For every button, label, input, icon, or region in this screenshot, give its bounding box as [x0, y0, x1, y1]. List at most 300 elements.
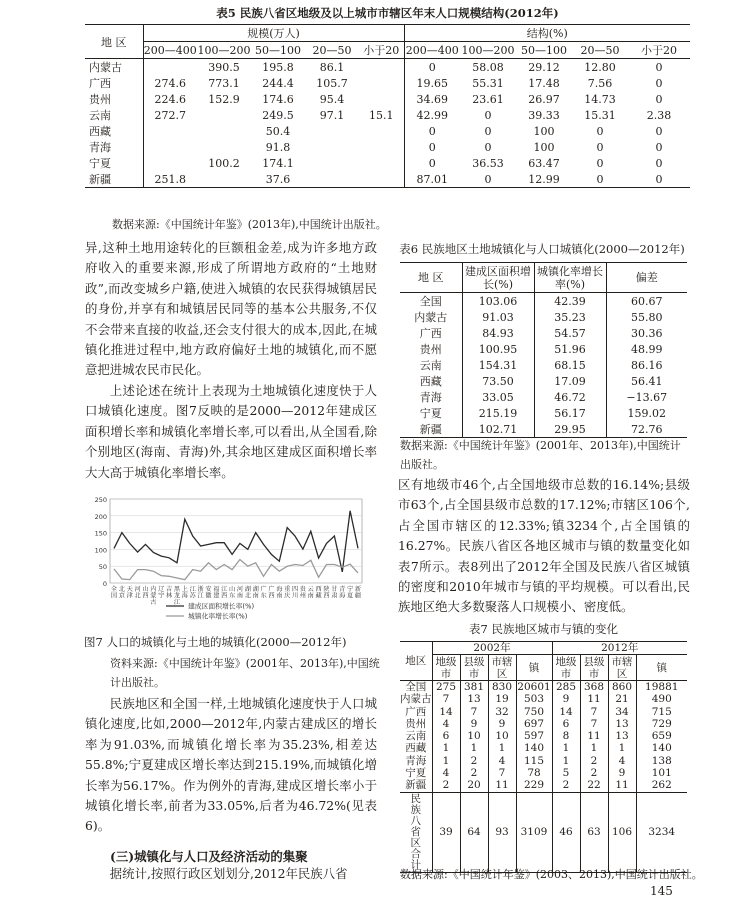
table-cell: 内蒙古	[400, 309, 462, 325]
table-cell: 0	[484, 172, 492, 186]
table-cell: 1	[552, 743, 580, 755]
table7-subheader: 县级市	[580, 655, 608, 681]
table5-subheader-scale: 200—400	[143, 43, 197, 57]
table-cell: 78	[516, 767, 552, 779]
body-paragraph-1: 异,这种土地用途转化的巨额租金差,成为许多地方政府收入的重要来源,形成了所谓地方政府的“土地财政”,而改变城乡户籍,使进入城镇的农民获得城镇居民的身份,并享有和城镇居民同等的基本公共服务,不仅不会带来直接的收益,还会支付很大的成本,因此,在城镇化推进过程中,地方政府偏好土地的城镇化,而不愿意把进城农民市民化。	[85, 240, 377, 378]
x-tick-label: 河南	[236, 586, 244, 600]
table-cell: 13	[460, 694, 488, 706]
table-cell	[305, 171, 359, 188]
table5-corner: 地 区	[85, 25, 143, 59]
table-cell: 19.65	[416, 76, 448, 90]
table-cell: 102.71	[462, 421, 534, 438]
table-cell: 12.99	[528, 172, 560, 186]
table-cell	[197, 139, 251, 155]
x-tick-label: 山西	[142, 586, 149, 600]
table-cell	[359, 59, 404, 76]
table5-subheader-structure: 20—50	[572, 42, 628, 59]
table-row-total	[400, 792, 687, 872]
table-cell: 12.80	[584, 60, 616, 74]
table-row	[400, 357, 687, 373]
table-cell: 青海	[400, 755, 432, 767]
table-cell: 56.41	[631, 374, 663, 388]
table5-group-scale: 规模(万人)	[143, 25, 404, 42]
body-paragraph-4: 据统计,按照行政区划划分,2012年民族八省	[109, 866, 348, 881]
table-row	[85, 75, 690, 91]
table-row	[400, 767, 687, 779]
table-cell: 729	[651, 717, 672, 730]
table-cell: 新疆	[400, 421, 462, 438]
table-cell: 新疆	[400, 780, 432, 793]
row-label: 云南	[85, 107, 143, 123]
table-cell: 9	[608, 767, 636, 779]
table-cell: 84.93	[462, 325, 534, 341]
table-cell: 2	[580, 767, 608, 779]
table-cell	[143, 123, 197, 139]
table-cell: 9	[552, 694, 580, 706]
table-row	[85, 155, 690, 171]
table-cell: 140	[651, 742, 672, 755]
table-cell: 4	[432, 767, 460, 779]
table7-subheader: 地级市	[552, 655, 580, 681]
section-heading: (三)城镇化与人口及经济活动的集聚	[110, 849, 308, 864]
table-cell: 63	[580, 792, 608, 872]
x-tick-label: 海南	[276, 586, 283, 600]
table-row	[400, 743, 687, 755]
table-cell: 97.1	[319, 108, 345, 122]
table-cell: 4	[608, 755, 636, 767]
table-cell: 60.67	[631, 294, 663, 308]
table-cell: 36.53	[472, 156, 504, 170]
table-cell: 35.23	[534, 309, 606, 325]
table-cell: 224.6	[154, 92, 186, 106]
table-cell: 95.4	[319, 92, 345, 106]
table-cell: 20	[460, 780, 488, 793]
table7-source: 数据来源:《中国统计年鉴》(2003、2013),中国统计出版社。	[400, 868, 703, 881]
table-cell: 368	[580, 681, 608, 694]
table-row	[400, 373, 687, 389]
row-label: 青海	[85, 139, 143, 155]
figure7-caption: 图7 人口的城镇化与土地的城镇化(2000—2012年)	[84, 635, 347, 649]
table-cell: 100	[533, 140, 555, 154]
table-cell: 2	[460, 755, 488, 767]
x-tick-label: 江苏	[189, 586, 196, 600]
table-cell: 17.48	[528, 76, 560, 90]
table-cell: 229	[516, 780, 552, 793]
table-cell: 106	[608, 792, 636, 872]
table-cell: 19881	[645, 680, 679, 693]
table-cell: 63.47	[528, 156, 560, 170]
table-cell: 64	[460, 792, 488, 872]
table-cell: 2	[460, 767, 488, 779]
row-label: 广西	[85, 75, 143, 91]
table-cell: 42.99	[416, 108, 448, 122]
table-cell: 0	[484, 108, 492, 122]
body-paragraph-3: 民族地区和全国一样,土地城镇化速度快于人口城镇化速度,比如,2000—2012年,内蒙古建成区的增长率为91.03%,而城镇化增长率为35.23%,相差达55.8%;宁夏建成区增长率达到215.19%,而城镇化增长率为56.17%。作为例外的青海,建成区增长率小于城镇化增长率,前者为33.05%,后者为46.72%(见表6)。	[85, 696, 377, 834]
body-paragraph-right: 区有地级市46个,占全国地级市总数的16.14%;县级市63个,占全国县级市总数的17.12%;市辖区106个,占全国市辖区的12.33%;镇3234个,占全国镇的16.27%。民族八省区各地区城市与镇的数量变化如表7所示。表8列出了2012年全国及民族八省区城镇的密度和2010年城市与镇的平均规模。可以看出,民族地区绝大多数聚落人口规模小、密度低。	[398, 477, 690, 615]
table-cell: 广西	[400, 706, 432, 718]
table-cell: 159.02	[627, 406, 666, 420]
body-paragraph-2: 上述论述在统计上表现为土地城镇化速度快于人口城镇化速度。图7反映的是2000—2012年建成区面积增长率和城镇化率增长率,可以看出,从全国看,除个别地区(海南、青海)外,其余地区建成区面积增长率大大高于城镇化率增长率。	[85, 383, 377, 480]
table-cell: 1	[460, 743, 488, 755]
table-cell: 101	[651, 767, 672, 780]
table-cell: 0	[596, 172, 604, 186]
table-cell: 0	[596, 156, 604, 170]
table-cell: 50.4	[265, 124, 291, 138]
table-cell	[359, 139, 404, 155]
table-cell	[143, 139, 197, 155]
table-cell: 285	[552, 681, 580, 694]
table-cell: 244.4	[262, 76, 294, 90]
table-row	[85, 91, 690, 107]
table7-subheader: 镇	[516, 655, 552, 681]
table7-corner: 地区	[400, 642, 432, 681]
table6	[400, 262, 687, 438]
table7-subheader: 县级市	[460, 655, 488, 681]
x-tick-label: 山东	[228, 586, 236, 600]
table7-subheader: 镇	[636, 655, 687, 681]
table-cell: 34	[608, 706, 636, 718]
table-cell	[305, 155, 359, 171]
table-cell	[305, 139, 359, 155]
table-cell: 11	[580, 694, 608, 706]
table-row	[400, 718, 687, 730]
x-tick-label: 贵州	[299, 586, 306, 600]
table-row	[400, 309, 687, 325]
table-cell: 34.69	[416, 92, 448, 106]
table-cell: 西藏	[400, 743, 432, 755]
table-cell: 72.76	[631, 422, 663, 436]
y-tick-label: 200	[94, 512, 107, 521]
table-cell: 1	[432, 755, 460, 767]
table-row	[400, 293, 687, 310]
table-cell: 0	[428, 60, 436, 74]
table-cell: 249.5	[262, 108, 294, 122]
table-cell: 5	[552, 767, 580, 779]
x-tick-label: 江西	[221, 586, 228, 600]
table-row	[85, 171, 690, 188]
y-tick-label: 0	[102, 580, 107, 588]
table-cell: 内蒙古	[400, 693, 432, 706]
table-cell: 全国	[400, 293, 462, 310]
table-cell: 0	[428, 140, 436, 154]
figure7-source: 资料来源:《中国统计年鉴》(2001年、2013年),中国统计出版社。	[110, 657, 380, 689]
table-cell: 4	[432, 718, 460, 730]
table-cell: 29.12	[528, 60, 560, 74]
table-row	[400, 755, 687, 767]
x-tick-label: 北京	[118, 586, 125, 600]
y-tick-label: 150	[94, 529, 107, 538]
table5-subheader-structure: 200—400	[405, 43, 459, 57]
table-row	[85, 139, 690, 155]
table-cell: 100.95	[462, 341, 534, 357]
table-cell: 广西	[400, 325, 462, 341]
table-cell: 7	[432, 694, 460, 706]
table7-year1: 2002年	[432, 642, 552, 655]
table-cell: 152.9	[208, 92, 240, 106]
x-tick-label: 广东	[260, 586, 267, 600]
table-cell: 830	[488, 681, 516, 694]
table-row	[400, 780, 687, 793]
table-cell: 宁夏	[400, 405, 462, 421]
table-row	[400, 730, 687, 742]
table-cell: 0	[484, 124, 492, 138]
table-cell: 42.39	[534, 293, 606, 310]
table-cell: 86.1	[319, 60, 345, 74]
x-tick-label: 辽宁	[158, 586, 165, 600]
table-cell: 0	[655, 124, 663, 138]
table-cell: 715	[651, 705, 672, 718]
table-cell: 659	[651, 730, 672, 743]
table-cell: 0	[484, 140, 492, 154]
table-cell: 697	[516, 718, 552, 730]
table-cell: 58.08	[472, 60, 504, 74]
table-cell: 54.57	[534, 325, 606, 341]
table-cell: 0	[596, 140, 604, 154]
table-cell: 22	[580, 780, 608, 793]
table-cell: 0	[655, 76, 663, 90]
table-cell: 275	[432, 681, 460, 694]
x-tick-label: 广西	[268, 586, 275, 600]
table-cell: 全国	[400, 681, 432, 694]
table-cell: 20601	[517, 680, 551, 693]
series-line-1	[114, 560, 358, 580]
table-cell: 30.36	[631, 326, 663, 340]
table5-subheader-structure: 小于20	[628, 42, 690, 59]
legend-label: 建成区面积增长率(%)	[188, 602, 255, 611]
table-cell	[359, 123, 404, 139]
table-cell: 105.7	[316, 76, 348, 90]
x-tick-label: 安徽	[205, 586, 212, 600]
table-row	[400, 694, 687, 706]
table-cell: 0	[596, 124, 604, 138]
table-cell: 3109	[516, 792, 552, 872]
y-tick-label: 50	[98, 563, 107, 572]
x-tick-label: 天津	[126, 586, 133, 600]
x-tick-label: 福建	[213, 586, 220, 600]
table-row	[400, 706, 687, 718]
table5-caption: 表5 民族八省区地级及以上城市市辖区年末人口规模结构(2012年)	[216, 6, 559, 20]
table-row	[400, 681, 687, 694]
table-cell: 23.61	[472, 92, 504, 106]
table-row	[85, 59, 690, 76]
y-tick-label: 250	[94, 496, 107, 504]
table-cell: 91.8	[265, 140, 291, 154]
x-tick-label: 湖南	[252, 586, 259, 600]
table6-caption: 表6 民族地区土地城镇化与人口城镇化(2000—2012年)	[399, 242, 685, 256]
x-tick-label: 浙江	[197, 586, 204, 600]
y-tick-label: 100	[94, 546, 107, 555]
table7	[400, 641, 687, 873]
table-cell: 云南	[400, 357, 462, 373]
x-tick-label: 陕西	[323, 586, 330, 600]
table-cell: 14	[432, 706, 460, 718]
table-cell: 青海	[400, 389, 462, 405]
table-cell: 云南	[400, 730, 432, 742]
table-cell: 1	[608, 743, 636, 755]
table-cell: 750	[516, 706, 552, 718]
table-cell: 68.15	[534, 357, 606, 373]
table-cell: 13	[608, 730, 636, 742]
table-cell: 26.97	[528, 92, 560, 106]
table6-header: 偏差	[635, 271, 658, 284]
table6-header: 地 区	[400, 263, 462, 293]
x-tick-label: 全国	[110, 586, 118, 600]
figure7-chart	[84, 493, 374, 625]
table5-source: 数据来源:《中国统计年鉴》(2013年),中国统计出版社。	[112, 218, 387, 231]
table6-header: 建成区面积增长(%)	[462, 263, 534, 293]
table-cell	[197, 107, 251, 123]
table-cell: 51.96	[534, 341, 606, 357]
table-cell: 10	[488, 730, 516, 742]
table-cell	[359, 171, 404, 188]
table-cell	[359, 75, 404, 91]
table-cell: −13.67	[626, 390, 668, 404]
table5-subheader-scale: 小于20	[359, 42, 404, 59]
table-cell	[359, 91, 404, 107]
table-cell: 3234	[648, 825, 676, 838]
table-row	[400, 341, 687, 357]
table-row	[400, 405, 687, 421]
table7-caption: 表7 民族地区城市与镇的变化	[469, 622, 618, 636]
table-cell: 9	[488, 718, 516, 730]
row-label: 西藏	[85, 123, 143, 139]
table-cell: 0	[655, 172, 663, 186]
table-cell: 7	[580, 706, 608, 718]
table-cell: 115	[516, 755, 552, 767]
table-cell: 0	[428, 156, 436, 170]
table-cell: 773.1	[208, 76, 240, 90]
table-cell: 46.72	[534, 389, 606, 405]
table-cell: 490	[651, 693, 672, 706]
table-cell: 13	[608, 718, 636, 730]
table-cell: 7.56	[587, 76, 613, 90]
table-cell: 503	[516, 694, 552, 706]
table-row	[85, 107, 690, 123]
table-cell	[143, 59, 197, 76]
table-cell: 4	[488, 755, 516, 767]
table-cell: 民族八省区合计	[400, 792, 432, 872]
table-cell: 91.03	[462, 309, 534, 325]
table-cell	[359, 155, 404, 171]
table-cell: 56.17	[534, 405, 606, 421]
table-cell: 11	[580, 730, 608, 742]
table-cell: 39.33	[528, 108, 560, 122]
table-cell: 6	[552, 718, 580, 730]
x-tick-label: 黑龙江	[173, 586, 181, 607]
table-cell: 48.99	[631, 342, 663, 356]
table-cell: 597	[516, 730, 552, 742]
table-row	[85, 123, 690, 139]
table-cell: 138	[651, 754, 672, 767]
table-cell: 2.38	[646, 108, 672, 122]
table-cell: 195.8	[262, 60, 294, 74]
table-cell: 381	[460, 681, 488, 694]
table-cell: 46	[552, 792, 580, 872]
table-cell: 103.06	[462, 293, 534, 310]
table-cell: 7	[580, 718, 608, 730]
row-label: 贵州	[85, 91, 143, 107]
table-cell: 6	[432, 730, 460, 742]
legend-label: 城镇化率增长率(%)	[188, 612, 248, 621]
x-tick-label: 湖北	[244, 586, 251, 600]
table-cell	[197, 171, 251, 188]
table-cell: 37.6	[265, 172, 291, 186]
table-cell: 1	[432, 743, 460, 755]
table5-group-structure: 结构(%)	[404, 25, 690, 42]
table-cell: 21	[608, 694, 636, 706]
table-cell: 14	[552, 706, 580, 718]
table-cell: 86.16	[631, 358, 663, 372]
table-cell: 33.05	[462, 389, 534, 405]
table-cell: 宁夏	[400, 767, 432, 779]
table-cell: 11	[608, 780, 636, 793]
table-cell: 8	[552, 730, 580, 742]
table5-subheader-scale: 20—50	[305, 42, 359, 59]
table7-subheader: 地级市	[432, 655, 460, 681]
table-cell: 860	[608, 681, 636, 694]
table-cell: 9	[460, 718, 488, 730]
table-cell: 93	[488, 792, 516, 872]
table-cell: 1	[488, 743, 516, 755]
table-cell: 32	[488, 706, 516, 718]
table5	[85, 24, 690, 188]
x-tick-label: 吉林	[166, 586, 173, 600]
x-tick-label: 河北	[134, 586, 141, 600]
table-cell: 251.8	[154, 172, 186, 186]
table7-subheader: 市辖区	[608, 655, 636, 681]
table-cell: 29.95	[534, 421, 606, 438]
table-cell: 7	[488, 767, 516, 779]
x-tick-label: 四川	[291, 586, 299, 600]
x-tick-label: 新疆	[354, 586, 362, 600]
series-line-0	[114, 511, 358, 572]
table-cell: 215.19	[462, 405, 534, 421]
table-cell: 西藏	[400, 373, 462, 389]
table-cell: 1	[552, 755, 580, 767]
table6-source: 数据来源:《中国统计年鉴》(2001年、2013年),中国统计出版社。	[400, 439, 681, 471]
table-cell: 0	[655, 140, 663, 154]
table-cell: 262	[651, 779, 672, 792]
table-cell: 140	[516, 743, 552, 755]
table-cell: 1	[580, 743, 608, 755]
table-cell: 100.2	[208, 156, 240, 170]
table-cell: 87.01	[416, 172, 448, 186]
table-cell: 15.1	[359, 107, 404, 123]
table-cell: 174.1	[262, 156, 294, 170]
table-cell: 390.5	[208, 60, 240, 74]
table-cell: 73.50	[462, 373, 534, 389]
table-cell	[305, 123, 359, 139]
table-cell: 0	[655, 156, 663, 170]
x-tick-label: 青海	[339, 586, 346, 600]
table-cell	[197, 123, 251, 139]
table-cell: 10	[460, 730, 488, 742]
x-tick-label: 内蒙古	[150, 586, 157, 607]
table7-year2: 2012年	[552, 642, 687, 655]
table-cell: 154.31	[462, 357, 534, 373]
table-cell	[143, 155, 197, 171]
table-cell: 11	[488, 780, 516, 793]
table-cell: 55.31	[472, 76, 504, 90]
table-cell: 0	[655, 92, 663, 106]
table-cell: 272.7	[154, 108, 186, 122]
table6-header: 城镇化率增长率(%)	[534, 263, 606, 293]
x-tick-label: 上海	[181, 586, 188, 600]
table7-subheader: 市辖区	[488, 655, 516, 681]
table-cell: 274.6	[154, 76, 186, 90]
table-cell: 贵州	[400, 718, 432, 730]
row-label: 内蒙古	[85, 59, 143, 76]
